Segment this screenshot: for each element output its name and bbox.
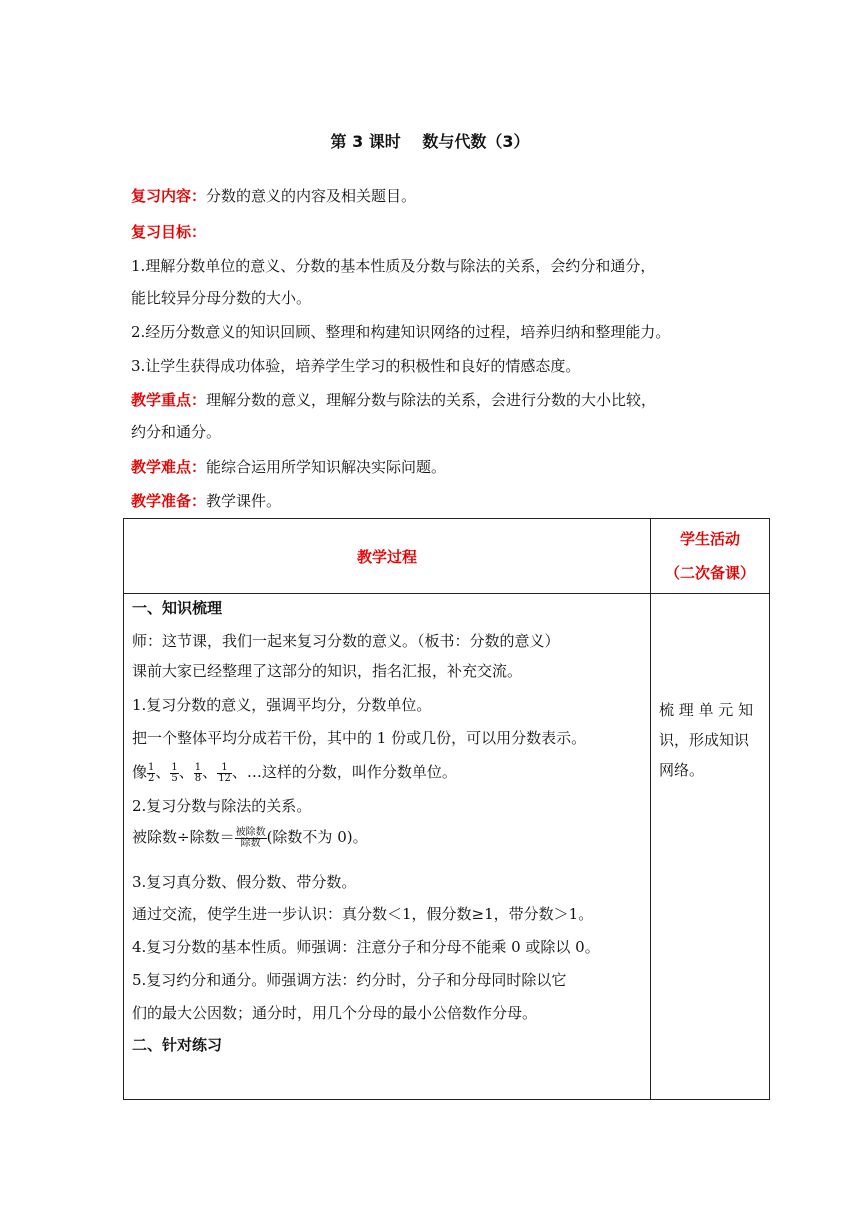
key-points-text: 理解分数的意义，理解分数与除法的关系，会进行分数的大小比较， <box>206 391 657 409</box>
review-goal-3: 3.让学生获得成功体验，培养学生学习的积极性和良好的情感态度。 <box>131 357 581 375</box>
review-goal-1-cont: 能比较异分母分数的大小。 <box>131 289 312 307</box>
key-points-label: 教学重点： <box>131 391 207 409</box>
process-line-2: 课前大家已经整理了这部分的知识，指名汇报，补充交流。 <box>132 662 523 680</box>
review-goal-1: 1.理解分数单位的意义、分数的基本性质及分数与除法的关系，会约分和通分， <box>131 257 656 275</box>
review-content-line <box>131 186 751 206</box>
process-item-5: 5.复习约分和通分。师强调方法：约分时，分子和分母同时除以它 <box>132 971 567 989</box>
unit-separator: 、 <box>155 763 171 781</box>
activity-note-1: 梳 理 单 元 知 <box>659 701 754 719</box>
formula-denominator: 除数 <box>240 837 261 849</box>
activity-header-sub: （二次备课） <box>664 564 755 582</box>
fraction-numerator: 1 <box>217 763 232 774</box>
unit-prefix: 像 <box>132 763 148 781</box>
formula-numerator: 被除数 <box>235 826 266 838</box>
process-item-3-detail: 通过交流，使学生进一步认识：真分数＜1，假分数≥1，带分数＞1。 <box>132 905 594 923</box>
process-header: 教学过程 <box>356 547 417 566</box>
process-item-2: 2.复习分数与除法的关系。 <box>132 797 312 815</box>
activity-header: 学生活动 <box>679 530 740 548</box>
process-body-cell <box>124 594 651 1100</box>
fraction-one-fifth <box>170 763 178 784</box>
section-practice-title: 二、针对练习 <box>132 1036 223 1054</box>
key-points-line <box>131 390 751 410</box>
preparation-line <box>131 491 751 511</box>
activity-header-cell <box>651 519 770 594</box>
process-item-3: 3.复习真分数、假分数、带分数。 <box>132 873 357 891</box>
key-points-cont: 约分和通分。 <box>131 423 222 441</box>
process-line-4: 把一个整体平均分成若干份，其中的 1 份或几份，可以用分数表示。 <box>132 729 587 747</box>
activity-body-cell <box>651 594 770 1100</box>
fraction-one-twelfth <box>217 763 232 784</box>
lesson-table <box>123 518 770 1100</box>
fraction-denominator: 2 <box>148 772 155 784</box>
fraction-one-eighth <box>194 763 202 784</box>
formula-line <box>132 822 644 852</box>
unit-suffix: 、…这样的分数，叫作分数单位。 <box>231 763 457 781</box>
difficulties-label: 教学难点： <box>131 458 207 476</box>
fraction-denominator: 12 <box>218 772 231 784</box>
process-line-1: 师：这节课，我们一起来复习分数的意义。（板书：分数的意义） <box>132 632 560 650</box>
review-goal-2: 2.经历分数意义的知识回顾、整理和构建知识网络的过程，培养归纳和整理能力。 <box>131 323 671 341</box>
process-item-4: 4.复习分数的基本性质。师强调：注意分子和分母不能乘 0 或除以 0。 <box>132 938 600 956</box>
process-header-cell <box>124 519 651 594</box>
fraction-units-line <box>132 759 644 785</box>
formula-suffix: (除数不为 0)。 <box>266 828 368 846</box>
preparation-label: 教学准备： <box>131 492 207 510</box>
formula-fraction <box>235 828 267 849</box>
fraction-numerator: 1 <box>171 761 178 773</box>
fraction-numerator: 1 <box>148 761 155 773</box>
fraction-numerator: 1 <box>194 761 202 773</box>
activity-note-3: 网络。 <box>659 761 705 779</box>
process-line-3: 1.复习分数的意义，强调平均分，分数单位。 <box>132 696 432 714</box>
section-knowledge-title: 一、知识梳理 <box>132 599 223 617</box>
review-content-label: 复习内容： <box>131 187 207 205</box>
fraction-denominator: 8 <box>194 772 202 784</box>
activity-note-2: 识，形成知识 <box>659 731 750 749</box>
unit-separator: 、 <box>178 763 194 781</box>
review-goals-heading <box>131 222 751 242</box>
review-goals-label: 复习目标： <box>131 223 207 241</box>
fraction-denominator: 5 <box>171 772 178 784</box>
difficulties-text: 能综合运用所学知识解决实际问题。 <box>206 458 447 476</box>
process-item-5-cont: 们的最大公因数；通分时，用几个分母的最小公倍数作分母。 <box>132 1004 538 1022</box>
review-content-text: 分数的意义的内容及相关题目。 <box>206 187 417 205</box>
difficulties-line <box>131 457 751 477</box>
unit-separator: 、 <box>202 763 218 781</box>
preparation-text: 教学课件。 <box>206 492 282 510</box>
lesson-title: 第 3 课时 数与代数（3） <box>330 132 530 151</box>
formula-prefix: 被除数÷除数＝ <box>132 828 235 846</box>
